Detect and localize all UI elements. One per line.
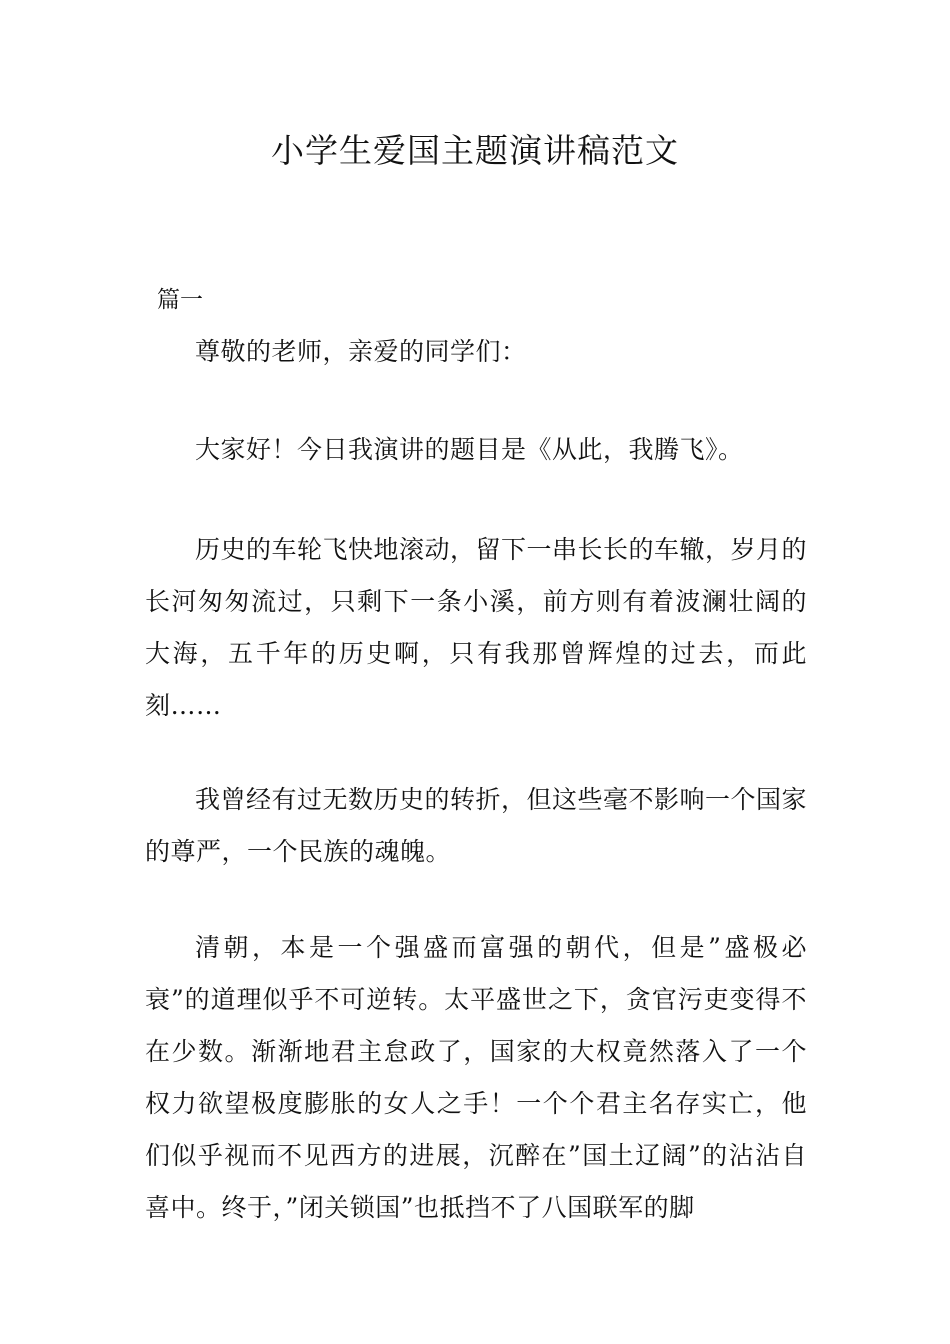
document-title: 小学生爱国主题演讲稿范文 <box>271 131 679 170</box>
paragraph-turning-points: 我曾经有过无数历史的转折，但这些毫不影响一个国家的尊严，一个民族的魂魄。 <box>145 785 808 866</box>
paragraph-history: 历史的车轮飞快地滚动，留下一串长长的车辙，岁月的长河匆匆流过，只剩下一条小溪，前方则有着波澜壮阔的大海，五千年的历史啊，只有我那曾辉煌的过去，而此刻…… <box>145 535 808 720</box>
paragraph-qing-dynasty: 清朝，本是一个强盛而富强的朝代，但是”盛极必衰”的道理似乎不可逆转。太平盛世之下，贪官污吏变得不在少数。渐渐地君主怠政了，国家的大权竟然落入了一个权力欲望极度膨胀的女人之手！一个个君主名存实亡，他们似乎视而不见西方的进展，沉醉在”国土辽阔”的沾沾自喜中。终于，”闭关锁国”也抵挡不了八国联军的脚 <box>145 933 807 1222</box>
paragraph-greeting: 尊敬的老师，亲爱的同学们： <box>195 337 527 366</box>
paragraph-opening: 大家好！今日我演讲的题目是《从此，我腾飞》。 <box>195 435 744 464</box>
section-label: 篇一 <box>157 287 203 313</box>
